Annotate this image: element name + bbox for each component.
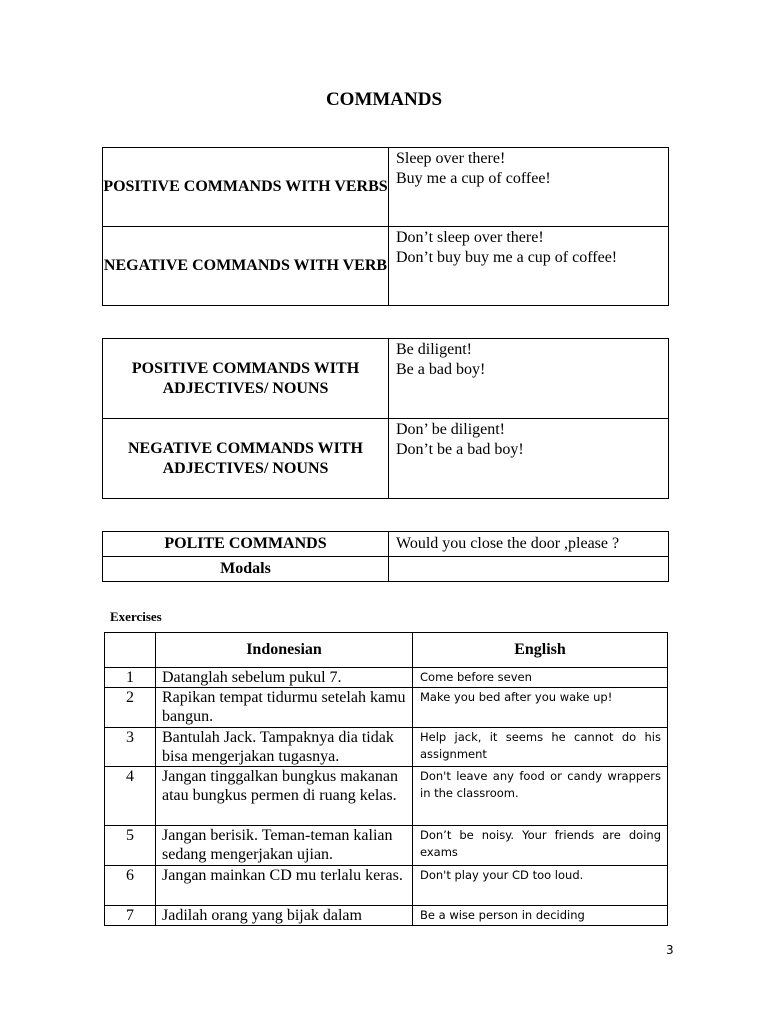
- page-title: COMMANDS: [325, 89, 443, 110]
- table-row: [105, 668, 668, 688]
- table-row: [103, 419, 669, 499]
- english-cell: Come before seven: [413, 668, 668, 688]
- header-english: English: [413, 633, 668, 668]
- example-line: Sleep over there!: [396, 150, 506, 167]
- indonesian-cell: Jangan berisik. Teman-teman kalian sedang mengerjakan ujian.: [156, 826, 413, 866]
- indonesian-cell: Jangan tinggalkan bungkus makanan atau bungkus permen di ruang kelas.: [156, 767, 413, 826]
- verb-commands-table: [102, 147, 669, 306]
- english-cell: Don't leave any food or candy wrappers in the classroom.: [413, 767, 668, 826]
- example-line: Buy me a cup of coffee!: [396, 170, 551, 187]
- table-row: [105, 906, 668, 926]
- table-row: [105, 767, 668, 826]
- table-row: [103, 227, 669, 306]
- page-number: 3: [666, 943, 674, 957]
- row-number: 6: [105, 866, 156, 906]
- table-row: [103, 557, 669, 582]
- row-number: 7: [105, 906, 156, 926]
- polite-commands-table: [102, 531, 669, 582]
- adjective-commands-table: [102, 338, 669, 499]
- english-cell: Don’t be noisy. Your friends are doing exams: [413, 826, 668, 866]
- row-number: 2: [105, 688, 156, 728]
- header-indonesian: Indonesian: [156, 633, 413, 668]
- header-number: [105, 633, 156, 668]
- negative-verbs-examples: [389, 227, 669, 306]
- english-cell: Help jack, it seems he cannot do his assignment: [413, 728, 668, 767]
- modals-example: [389, 557, 669, 582]
- table-row: [103, 339, 669, 419]
- example-line: Don’ be diligent!: [396, 421, 506, 438]
- indonesian-cell: Datanglah sebelum pukul 7.: [156, 668, 413, 688]
- indonesian-cell: Jadilah orang yang bijak dalam: [156, 906, 413, 926]
- row-number: 1: [105, 668, 156, 688]
- negative-adjectives-label: NEGATIVE COMMANDS WITH ADJECTIVES/ NOUNS: [103, 419, 389, 499]
- example-line: Be diligent!: [396, 341, 472, 358]
- indonesian-cell: Jangan mainkan CD mu terlalu keras.: [156, 866, 413, 906]
- row-number: 4: [105, 767, 156, 826]
- english-cell: Don't play your CD too loud.: [413, 866, 668, 906]
- example-line: Don’t be a bad boy!: [396, 441, 524, 458]
- table-row: [105, 728, 668, 767]
- table-row: [105, 688, 668, 728]
- english-cell: Make you bed after you wake up!: [413, 688, 668, 728]
- positive-verbs-label: POSITIVE COMMANDS WITH VERBS: [103, 148, 389, 227]
- exercises-heading: Exercises: [110, 609, 162, 624]
- polite-commands-example: Would you close the door ,please ?: [389, 532, 669, 557]
- table-row: [105, 866, 668, 906]
- table-row: [105, 826, 668, 866]
- example-line: Don’t sleep over there!: [396, 229, 544, 246]
- positive-adjectives-examples: [389, 339, 669, 419]
- modals-label: Modals: [103, 557, 389, 582]
- negative-adjectives-examples: [389, 419, 669, 499]
- table-row: [103, 148, 669, 227]
- negative-verbs-label: NEGATIVE COMMANDS WITH VERB: [103, 227, 389, 306]
- table-row: [103, 532, 669, 557]
- table-header-row: [105, 633, 668, 668]
- indonesian-cell: Rapikan tempat tidurmu setelah kamu bangun.: [156, 688, 413, 728]
- indonesian-cell: Bantulah Jack. Tampaknya dia tidak bisa mengerjakan tugasnya.: [156, 728, 413, 767]
- positive-verbs-examples: [389, 148, 669, 227]
- exercise-table: [104, 632, 668, 926]
- example-line: Be a bad boy!: [396, 361, 486, 378]
- positive-adjectives-label: POSITIVE COMMANDS WITH ADJECTIVES/ NOUNS: [103, 339, 389, 419]
- english-cell: Be a wise person in deciding: [413, 906, 668, 926]
- row-number: 5: [105, 826, 156, 866]
- polite-commands-label: POLITE COMMANDS: [103, 532, 389, 557]
- row-number: 3: [105, 728, 156, 767]
- example-line: Don’t buy buy me a cup of coffee!: [396, 249, 618, 266]
